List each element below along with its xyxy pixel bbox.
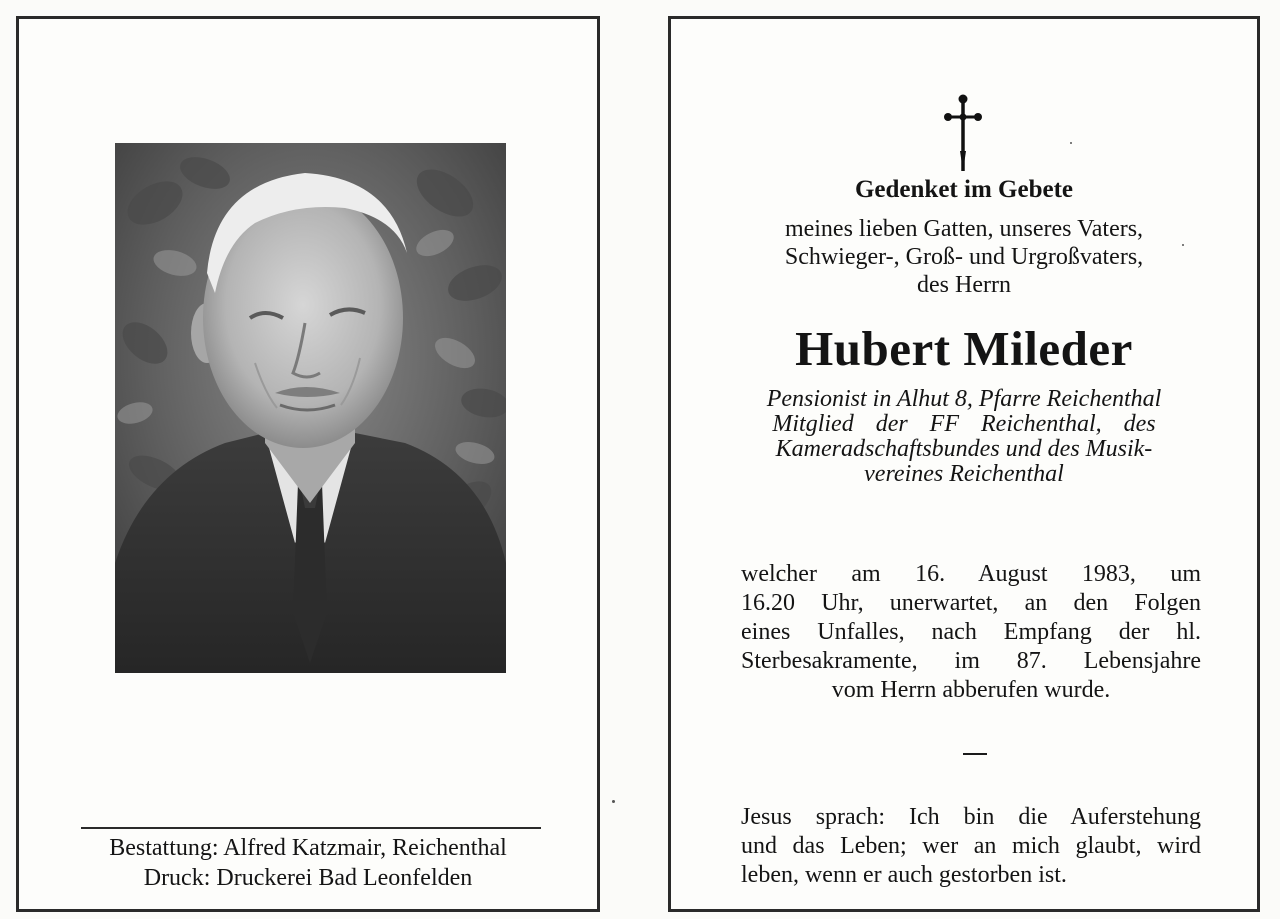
section-divider	[963, 753, 987, 755]
description-line: Pensionist in Alhut 8, Pfarre Reichenthal	[766, 386, 1162, 412]
cross-icon	[943, 91, 983, 173]
death-notice	[741, 560, 1201, 705]
printer-line: Druck: Druckerei Bad Leonfelden	[143, 865, 473, 891]
intro-line: des Herrn	[917, 272, 1011, 298]
footer-rule	[81, 827, 541, 829]
deceased-name: Hubert Mileder	[795, 321, 1133, 376]
intro-line: Schwieger-, Groß- und Urgroßvaters,	[784, 244, 1144, 270]
intro-text	[671, 215, 1257, 299]
death-notice-line: vom Herrn abberufen wurde.	[831, 677, 1111, 703]
quote-line: leben, wenn er auch gestorben ist.	[741, 862, 1067, 888]
description-text	[671, 387, 1257, 487]
portrait-photo	[115, 143, 506, 673]
scan-speck	[1070, 142, 1072, 144]
intro-line: meines lieben Gatten, unseres Vaters,	[784, 216, 1144, 242]
portrait-image	[115, 143, 506, 673]
death-notice-line: welcher am 16. August 1983, um	[741, 561, 1201, 587]
death-notice-line: Sterbesakramente, im 87. Lebensjahre	[741, 648, 1201, 674]
death-notice-line: eines Unfalles, nach Empfang der hl.	[741, 619, 1201, 645]
left-panel	[16, 16, 600, 912]
death-notice-line: 16.20 Uhr, unerwartet, an den Folgen	[741, 590, 1201, 616]
bible-quote	[741, 803, 1201, 890]
right-panel	[668, 16, 1260, 912]
quote-line: Jesus sprach: Ich bin die Auferstehung	[741, 804, 1201, 830]
scan-speck	[1182, 244, 1184, 246]
quote-line: und das Leben; wer an mich glaubt, wird	[741, 833, 1201, 859]
funeral-home-line: Bestattung: Alfred Katzmair, Reichenthal	[109, 835, 507, 861]
memorial-heading: Gedenket im Gebete	[854, 176, 1073, 203]
description-line: vereines Reichenthal	[864, 461, 1064, 487]
description-line: Kameradschaftsbundes und des Musik-	[775, 436, 1153, 462]
scan-speck	[612, 800, 615, 803]
description-line: Mitglied der FF Reichenthal, des	[772, 411, 1156, 437]
